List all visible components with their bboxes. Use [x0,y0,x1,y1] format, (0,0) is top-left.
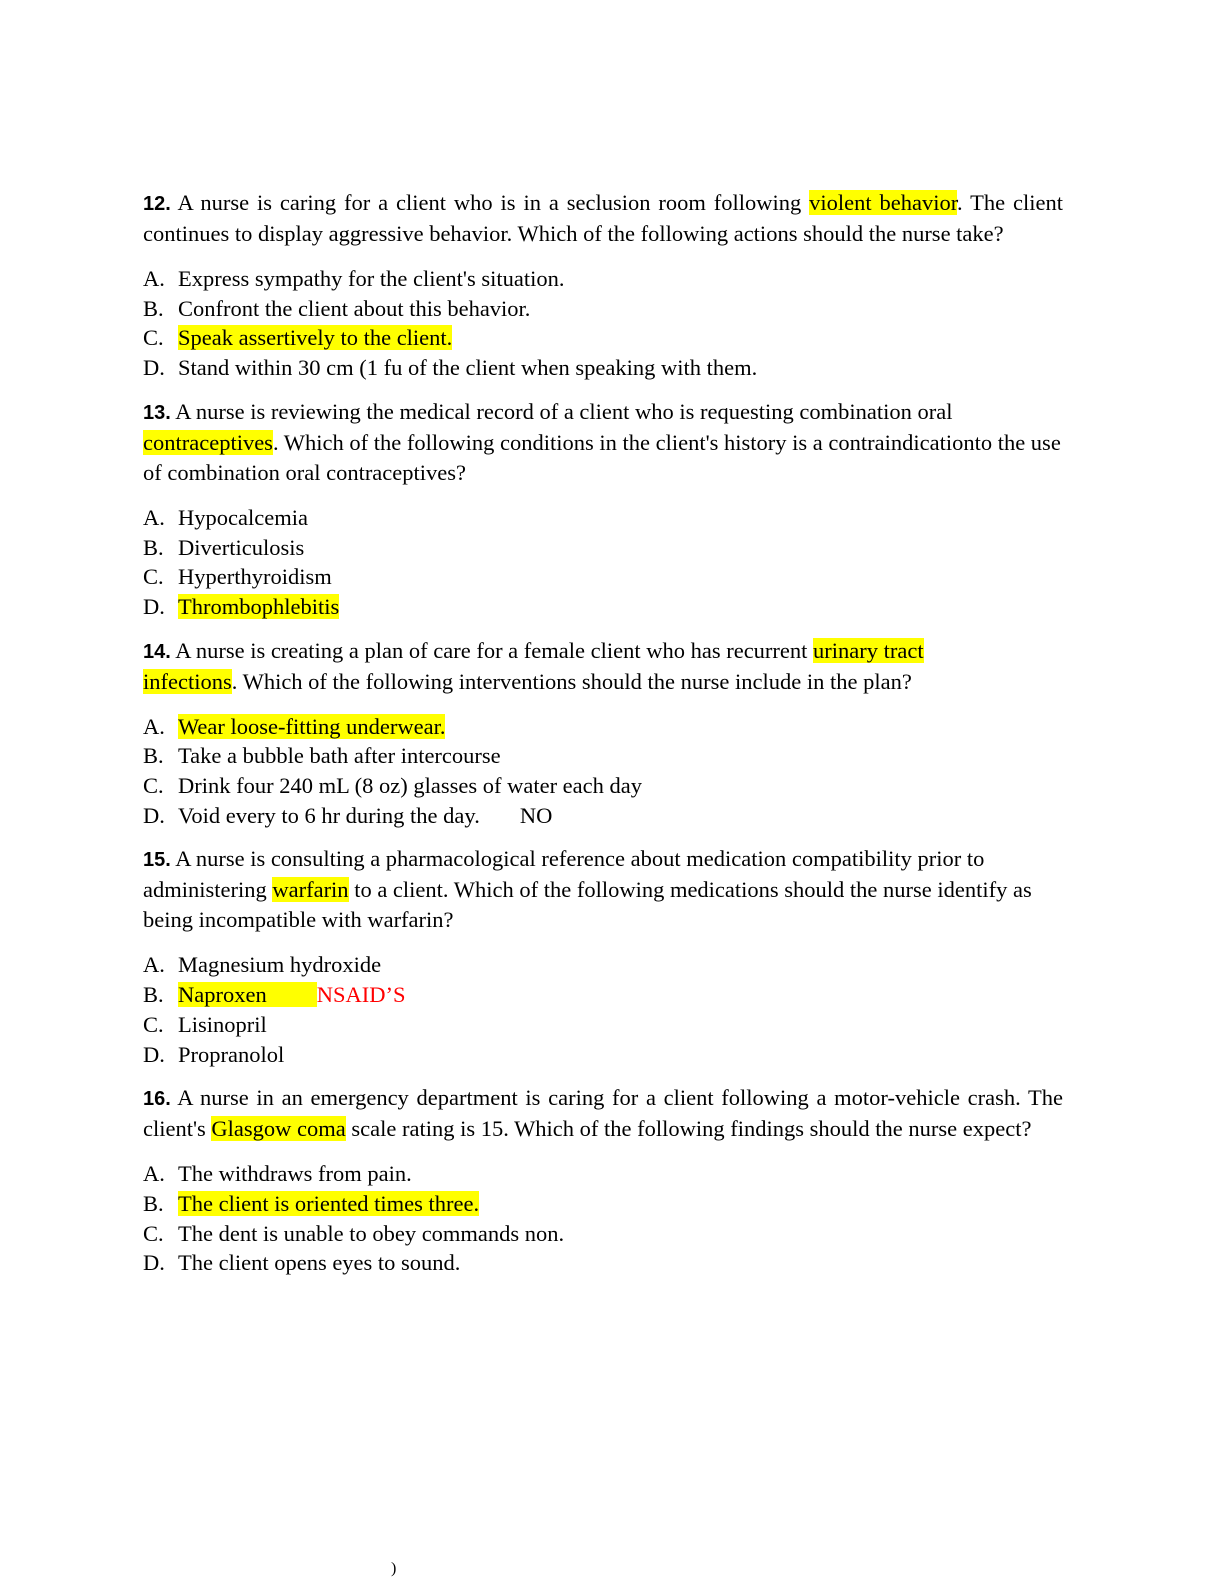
question-number: 14. [143,640,171,663]
stem-text: A nurse in an emergency department is caring for a client following a motor-vehicle crash. The client's [143,1085,1063,1142]
option-a [143,1159,1063,1189]
option-letter: B. [143,982,164,1008]
question-15-stem [143,844,1063,935]
option-letter: C. [143,564,164,590]
stem-text: A nurse is caring for a client who is in a seclusion room following [170,190,810,215]
option-c [143,771,1063,801]
highlighted-term: violent behavior [809,190,958,215]
option-text: Propranolol [178,1041,285,1067]
option-letter: C. [143,1011,164,1037]
stem-text: . The client continues to display aggressive behavior. Which of the following actions should the nurse take? [143,190,1063,246]
option-text: Void every to 6 hr during the day. [178,802,480,828]
option-a [143,712,1063,742]
option-text-highlighted-answer [178,982,317,1007]
stem-text: to a client. Which of the following medications should the nurse identify as being incompatible with warfarin? [143,877,1032,933]
question-15-options [143,950,1063,1069]
option-text: Drink four 240 mL (8 oz) glasses of water each day [178,773,643,799]
option-text: Naproxen [178,982,267,1008]
option-d [143,801,1063,831]
question-16-stem [143,1083,1063,1144]
option-text: Lisinopril [178,1011,267,1037]
option-text-highlighted-answer: Thrombophlebitis [178,593,340,619]
stem-text: A nurse is consulting a pharmacological reference about medication compatibility prior to administering [143,846,985,903]
option-letter: D. [143,1250,165,1276]
option-a [143,503,1063,533]
option-letter: D. [143,802,165,828]
option-d [143,353,1063,383]
option-text: Confront the client about this behavior. [178,295,531,321]
option-text: Hypocalcemia [178,504,308,530]
option-text: The withdraws from pain. [178,1161,412,1187]
option-letter: A. [143,504,165,530]
option-b [143,294,1063,324]
question-number: 15. [143,849,171,872]
option-letter: D. [143,1041,165,1067]
option-text-highlighted-answer: Wear loose-fitting underwear. [178,713,446,739]
stem-text: scale rating is 15. Which of the following findings should the nurse expect? [345,1116,1032,1142]
option-c [143,323,1063,353]
option-d [143,1248,1063,1278]
stem-text: . Which of the following interventions should the nurse include in the plan? [231,668,912,694]
option-letter: C. [143,773,164,799]
option-text: Hyperthyroidism [178,564,332,590]
option-letter: B. [143,743,164,769]
option-b [143,533,1063,563]
question-number: 13. [143,401,171,424]
option-letter: A. [143,713,165,739]
option-letter: A. [143,952,165,978]
option-text: Magnesium hydroxide [178,952,382,978]
option-b [143,741,1063,771]
question-12-options [143,264,1063,383]
question-14-options [143,712,1063,831]
option-letter: B. [143,295,164,321]
option-text: Diverticulosis [178,534,305,560]
option-c [143,1010,1063,1040]
footer-mark: ) [391,1560,397,1577]
stem-text: . Which of the following conditions in the client's history is a contraindicationto the use of combination oral contraceptives? [143,429,1061,485]
stem-text: A nurse is reviewing the medical record of a client who is requesting combination oral [170,398,953,424]
option-letter: D. [143,355,165,381]
option-b [143,980,1063,1010]
annotation-note: NSAID’S [316,982,406,1008]
highlighted-term: Glasgow coma [211,1116,346,1142]
option-text-highlighted-answer: The client is oriented times three. [178,1190,480,1216]
question-number: 12. [143,193,171,215]
option-text-highlighted-answer: Speak assertively to the client. [178,325,453,351]
question-13-options [143,503,1063,622]
question-number: 16. [143,1088,171,1111]
handwritten-note: NO [519,802,553,828]
highlighted-term: warfarin [272,877,349,903]
option-c [143,1219,1063,1249]
option-text: The client opens eyes to sound. [178,1250,461,1276]
option-text: Take a bubble bath after intercourse [178,743,501,769]
question-12-stem [143,188,1063,249]
stem-text: A nurse is creating a plan of care for a female client who has recurrent [170,637,814,663]
option-letter: B. [143,534,164,560]
option-letter: B. [143,1190,164,1216]
option-text: Express sympathy for the client's situation. [178,266,565,291]
option-a [143,264,1063,294]
option-letter: A. [143,1161,165,1187]
option-letter: C. [143,1220,164,1246]
highlighted-term: urinary tract [813,637,924,663]
option-text: The dent is unable to obey commands non. [178,1220,565,1246]
question-13-stem [143,397,1063,488]
option-letter: C. [143,325,164,351]
option-text: Stand within 30 cm (1 fu of the client when speaking with them. [178,355,758,381]
question-16-options [143,1159,1063,1278]
option-d [143,592,1063,622]
option-c [143,562,1063,592]
highlighted-term: infections [143,668,232,694]
option-b [143,1189,1063,1219]
question-14-stem [143,636,1063,697]
option-letter: D. [143,593,165,619]
option-d [143,1040,1063,1070]
document-page [143,188,1063,1292]
option-letter: A. [143,266,165,291]
option-a [143,950,1063,980]
highlighted-term: contraceptives [143,429,273,455]
